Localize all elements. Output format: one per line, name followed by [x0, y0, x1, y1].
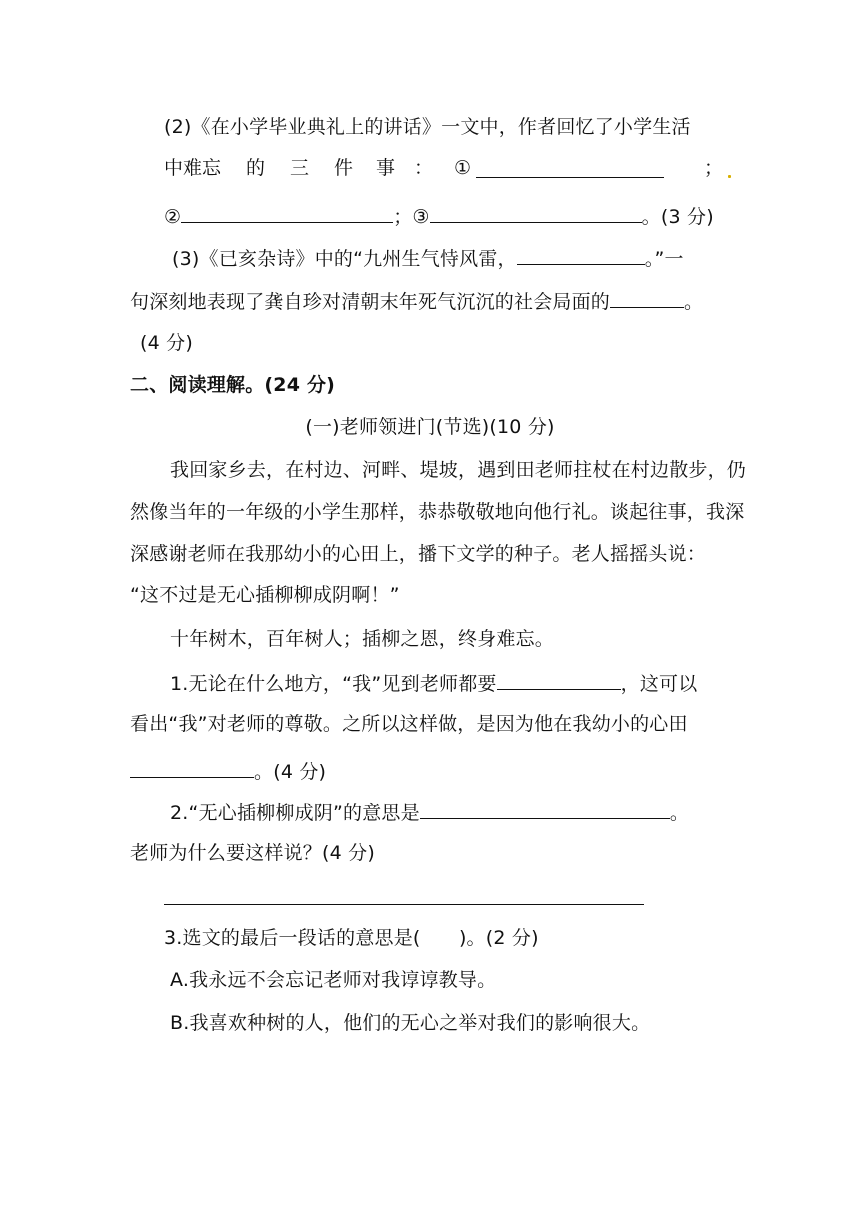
- question-1-text: 1.无论在什么地方，“我”见到老师都要: [170, 673, 497, 695]
- question-3-line1: 3.选文的最后一段话的意思是( )。(2 分): [164, 927, 539, 949]
- q2-char: 难: [183, 157, 203, 179]
- answer-blank[interactable]: [497, 669, 621, 690]
- q2-char: 件: [334, 157, 354, 179]
- option-a: A.我永远不会忘记老师对我谆谆教导。: [170, 969, 497, 991]
- question-1-score: 。(4 分): [254, 761, 327, 783]
- passage-line: 深感谢老师在我那幼小的心田上，播下文学的种子。老人摇摇头说：: [130, 543, 707, 565]
- answer-blank[interactable]: [181, 202, 393, 223]
- q2-char: 三: [290, 157, 310, 179]
- q3-text: (3)《已亥杂诗》中的“九州生气恃风雷，: [172, 248, 517, 270]
- question-2-line1: [170, 798, 689, 826]
- q3-text-end: 。”一: [644, 248, 684, 270]
- q2-circle-2: ②: [164, 206, 182, 228]
- question-1-text-end: ，这可以: [620, 673, 698, 695]
- q3-text: 句深刻地表现了龚自珍对清朝末年死气沉沉的社会局面的: [130, 291, 611, 313]
- question-1-line3: [130, 757, 326, 785]
- q3-line2: [130, 287, 703, 315]
- question-2-text-end: 。: [669, 802, 690, 824]
- question-2-text: 2.“无心插柳柳成阴”的意思是: [170, 802, 420, 824]
- answer-blank[interactable]: [430, 202, 642, 223]
- answer-blank[interactable]: [517, 244, 645, 265]
- q2-char: ：: [414, 157, 434, 179]
- passage-line: 十年树木，百年树人；插柳之恩，终身难忘。: [170, 628, 555, 650]
- q3-score: (4 分): [140, 332, 193, 354]
- answer-blank[interactable]: [476, 157, 664, 178]
- option-b: B.我喜欢种树的人，他们的无心之举对我们的影响很大。: [170, 1012, 651, 1034]
- q2-char: 中: [164, 157, 184, 179]
- q2-line3: [164, 202, 714, 230]
- q2-line1: (2)《在小学毕业典礼上的讲话》一文中，作者回忆了小学生活: [164, 116, 691, 138]
- q3-line1: [172, 244, 684, 272]
- q2-circle-1: ①: [454, 157, 472, 179]
- question-2-line2: 老师为什么要这样说？(4 分): [130, 842, 375, 864]
- answer-blank[interactable]: [130, 757, 254, 778]
- q2-score: 。(3 分): [641, 206, 714, 228]
- answer-line[interactable]: [164, 904, 644, 905]
- passage-line: 然像当年的一年级的小学生那样，恭恭敬敬地向他行礼。谈起往事，我深: [130, 501, 745, 523]
- answer-blank[interactable]: [610, 287, 684, 308]
- passage-line: 我回家乡去，在村边、河畔、堤坡，遇到田老师拄杖在村边散步，仍: [170, 459, 747, 481]
- section-heading: 二、阅读理解。(24 分): [130, 374, 336, 396]
- q2-semicolon: ；: [704, 157, 724, 179]
- question-1-line1: [170, 669, 697, 697]
- question-1-line2: 看出“我”对老师的尊敬。之所以这样做，是因为他在我幼小的心田: [130, 713, 688, 735]
- q2-semicolon-3: ；③: [393, 206, 430, 228]
- q2-char: 的: [246, 157, 266, 179]
- q2-char: 事: [376, 157, 396, 179]
- answer-blank[interactable]: [420, 798, 670, 819]
- q3-text-end: 。: [684, 291, 704, 313]
- stray-dot: [728, 175, 731, 178]
- q2-char: 忘: [202, 157, 222, 179]
- passage-line: “这不过是无心插柳柳成阴啊！”: [130, 584, 400, 606]
- passage-title: (一)老师领进门(节选)(10 分): [305, 416, 555, 438]
